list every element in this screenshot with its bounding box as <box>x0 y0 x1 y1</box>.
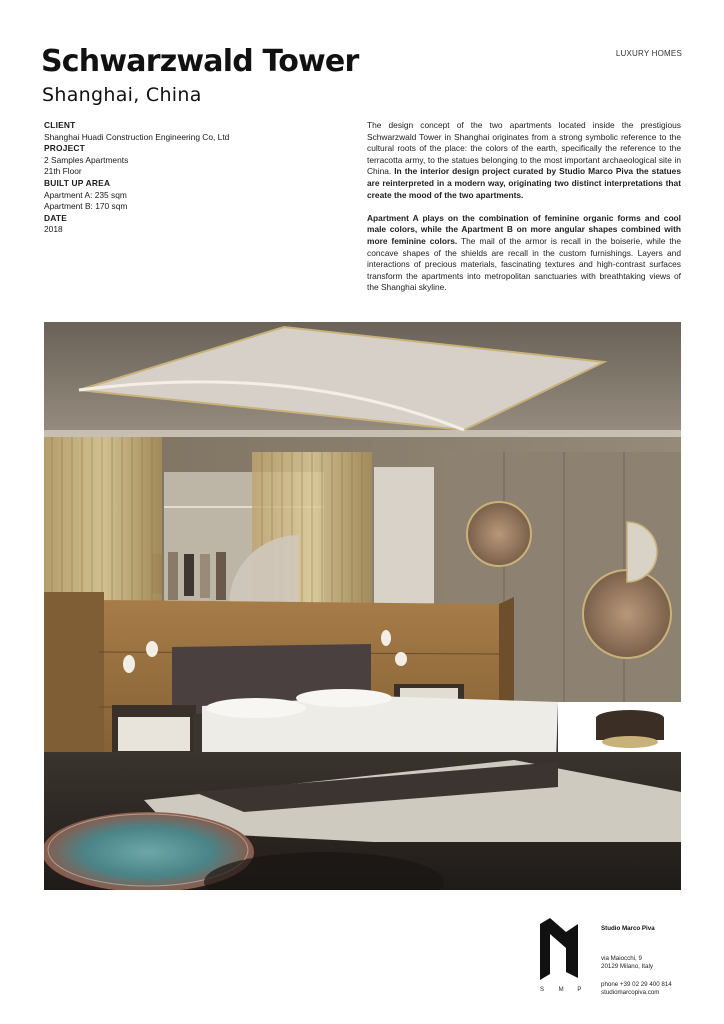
page-subtitle: Shanghai, China <box>42 84 202 106</box>
pillow <box>206 698 306 718</box>
area-label: BUILT UP AREA <box>44 177 111 188</box>
date-value: 2018 <box>44 224 63 235</box>
date-label: DATE <box>44 212 67 223</box>
studio-address: via Maiocchi, 9 20129 Milano, Italy <box>601 955 653 970</box>
client-value: Shanghai Huadi Construction Engineering Co, Ltd <box>44 131 230 142</box>
client-label: CLIENT <box>44 120 76 130</box>
round-mirror <box>467 502 531 566</box>
website-link[interactable]: studiomarcopiva.com <box>601 989 660 996</box>
cove-light <box>44 430 681 438</box>
logo-letters: S M P <box>540 987 582 993</box>
round-mirror <box>583 570 671 658</box>
wall-lamp <box>146 641 158 657</box>
bedroom-photo <box>44 322 681 890</box>
area-line: Apartment B: 170 sqm <box>44 201 128 212</box>
project-line: 2 Samples Apartments <box>44 154 129 165</box>
project-info <box>44 120 294 236</box>
wall-lamp <box>395 652 407 666</box>
area-line: Apartment A: 235 sqm <box>44 189 127 200</box>
page-title: Schwarzwald Tower <box>41 44 359 79</box>
category-label: LUXURY HOMES <box>615 49 682 58</box>
studio-name: Studio Marco Piva <box>601 925 655 932</box>
pillow <box>296 689 392 707</box>
wall-lamp <box>123 655 135 673</box>
description-paragraph-1: The design concept of the two apartments located inside the prestigious Schwarzwald Tower in Shanghai originates from a strong symbolic reference to the cultural roots of the place: the colors of the earth, specifically the reference to the terracotta army, to the statues belonging to the most important archaeological site in China. In the interior design project curated by Studio Marco Piva the statues are reinterpreted in a modern way, originating two distinct interpretations that create the mood of the two apartments. <box>367 120 681 200</box>
marble-column <box>374 467 434 607</box>
project-line: 21th Floor <box>44 166 82 177</box>
smp-logo-icon <box>536 914 580 980</box>
wall-lamp <box>381 630 391 646</box>
studio-contact <box>601 981 672 997</box>
phone: phone +39 02 29 400 814 <box>601 981 672 988</box>
description <box>367 120 681 306</box>
description-paragraph-2: Apartment A plays on the combination of feminine organic forms and cool male colors, while the Apartment B on more angular shapes combined with more feminine colors. The mail of the armor is recall in the boiserie, while the concave shapes of the shields are recall in the custom furnishings. Layers and interactions of precious materials, fascinating textures and high-contrast surfaces transform the apartments into metropolitan sanctuaries with breathtaking views of the Shanghai skyline. <box>367 212 681 293</box>
project-label: PROJECT <box>44 143 85 154</box>
